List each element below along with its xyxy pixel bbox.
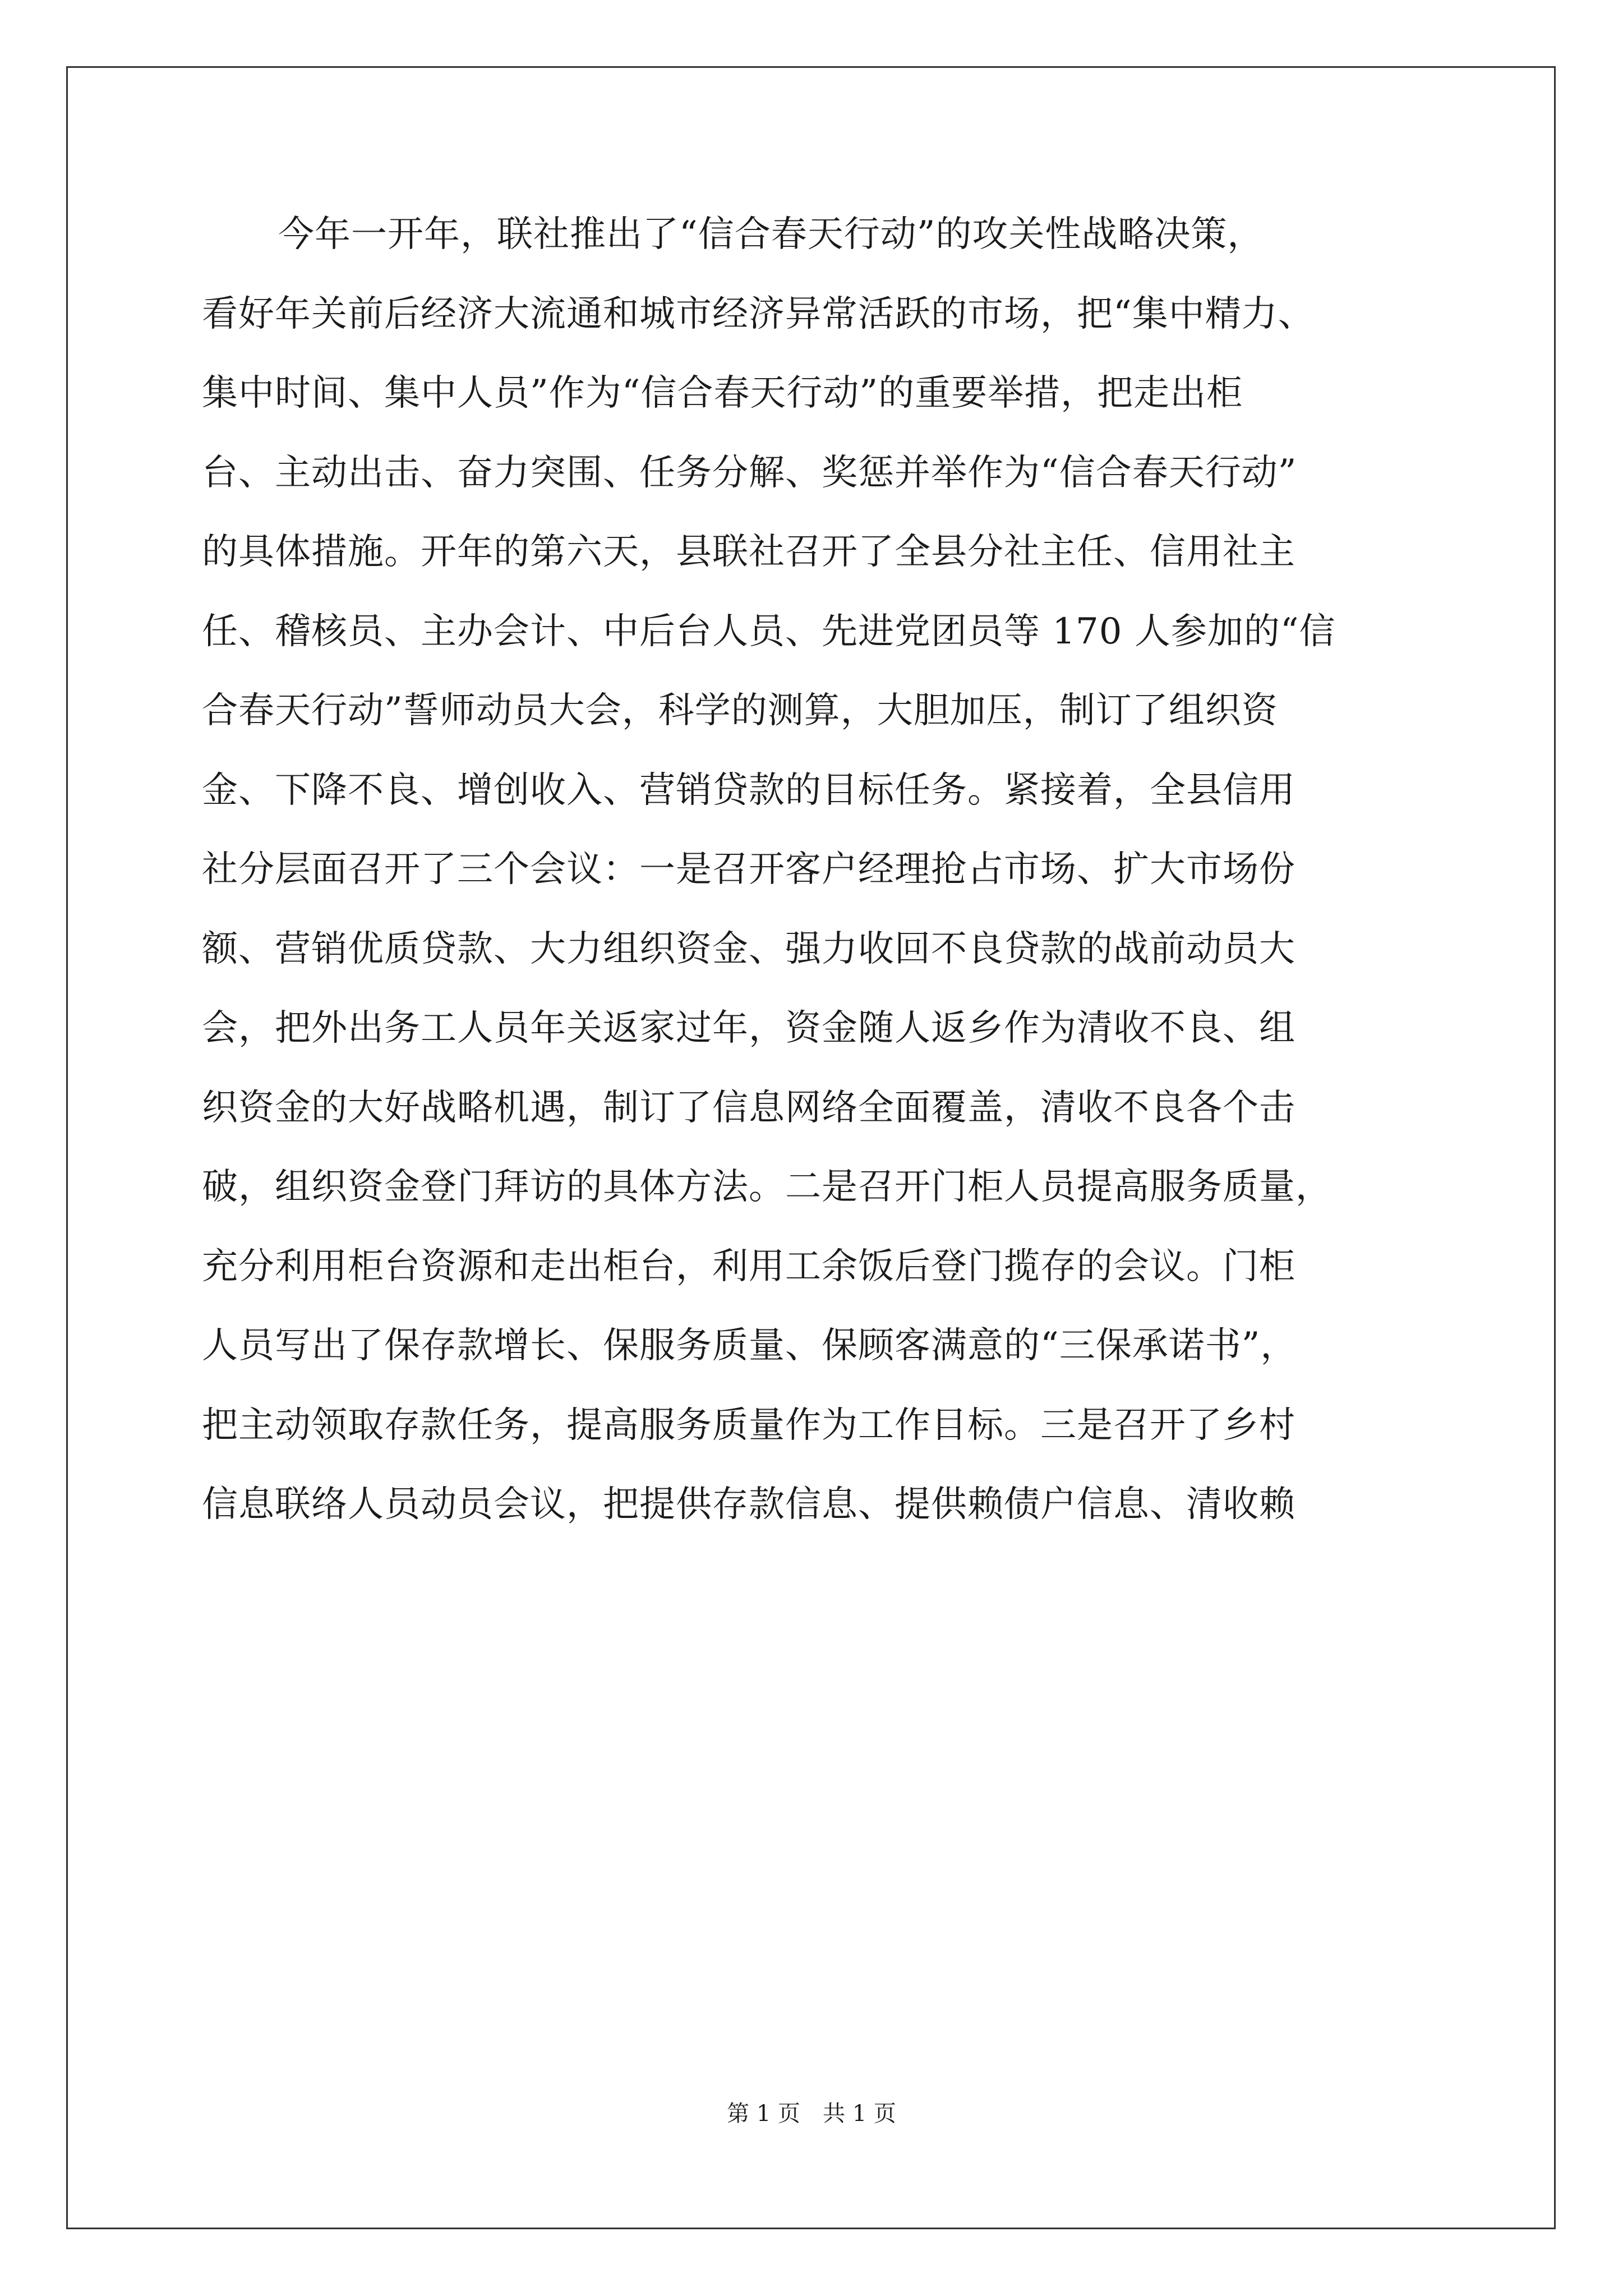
page-footer	[0, 2097, 1623, 2131]
paragraph-line: 看好年关前后经济大流通和城市经济异常活跃的市场，把“集中精力、	[202, 293, 1315, 335]
paragraph-line: 织资金的大好战略机遇，制订了信息网络全面覆盖，清收不良各个击	[202, 1087, 1295, 1129]
paragraph-line: 充分利用柜台资源和走出柜台，利用工余饭后登门揽存的会议。门柜	[202, 1245, 1295, 1287]
paragraph-line: 台、主动出击、奋力突围、任务分解、奖惩并举作为“信合春天行动”	[202, 452, 1297, 494]
paragraph-line: 任、稽核员、主办会计、中后台人员、先进党团员等 170 人参加的“信	[202, 610, 1336, 652]
page-total: 共 1 页	[823, 2101, 896, 2127]
paragraph-line: 会，把外出务工人员年关返家过年，资金随人返乡作为清收不良、组	[202, 1007, 1295, 1049]
page-number: 第 1 页	[727, 2101, 800, 2127]
body-paragraph	[202, 195, 1424, 1545]
paragraph-line: 今年一开年，联社推出了“信合春天行动”的攻关性战略决策，	[278, 214, 1264, 255]
paragraph-line: 额、营销优质贷款、大力组织资金、强力收回不良贷款的战前动员大	[202, 928, 1295, 970]
paragraph-line: 把主动领取存款任务，提高服务质量作为工作目标。三是召开了乡村	[202, 1404, 1295, 1446]
paragraph-line: 人员写出了保存款增长、保服务质量、保顾客满意的“三保承诺书”，	[202, 1325, 1297, 1366]
paragraph-line: 集中时间、集中人员”作为“信合春天行动”的重要举措，把走出柜	[202, 372, 1243, 414]
paragraph-line: 社分层面召开了三个会议：一是召开客户经理抢占市场、扩大市场份	[202, 849, 1295, 890]
paragraph-line: 的具体措施。开年的第六天，县联社召开了全县分社主任、信用社主	[202, 531, 1295, 573]
paragraph-line: 金、下降不良、增创收入、营销贷款的目标任务。紧接着，全县信用	[202, 769, 1295, 811]
document-body	[202, 195, 1424, 1545]
paragraph-line: 信息联络人员动员会议，把提供存款信息、提供赖债户信息、清收赖	[202, 1484, 1295, 1525]
paragraph-line: 破，组织资金登门拜访的具体方法。二是召开门柜人员提高服务质量，	[202, 1166, 1332, 1208]
paragraph-line: 合春天行动”誓师动员大会，科学的测算，大胆加压，制订了组织资	[202, 690, 1278, 731]
